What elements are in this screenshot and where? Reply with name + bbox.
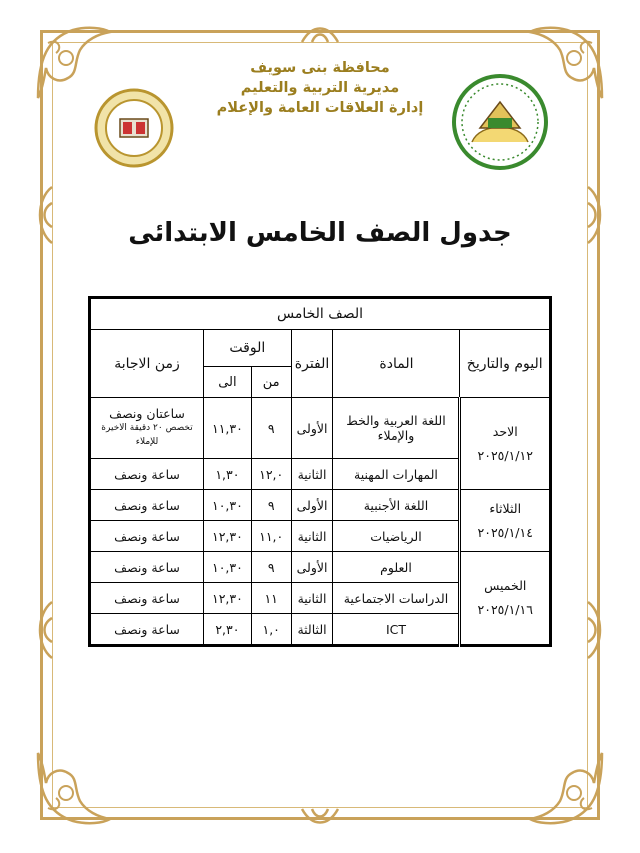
subject-cell: الدراسات الاجتماعية bbox=[333, 583, 460, 614]
period-cell: الثانية bbox=[291, 583, 333, 614]
day-date-cell bbox=[460, 490, 551, 552]
duration-cell: ساعة ونصف bbox=[90, 459, 204, 490]
bottom-ornament-icon bbox=[300, 807, 340, 829]
day-date: ٢٠٢٥/١/١٤ bbox=[477, 524, 533, 540]
governorate-name: محافظة بنى سويف bbox=[250, 60, 390, 76]
header-subject: المادة bbox=[333, 330, 460, 398]
period-cell: الأولى bbox=[291, 398, 333, 459]
corner-ornament-icon bbox=[522, 743, 612, 833]
subject-cell: المهارات المهنية bbox=[333, 459, 460, 490]
header-from: من bbox=[251, 367, 291, 398]
side-ornament-icon bbox=[32, 600, 58, 660]
day-date-cell bbox=[460, 398, 551, 490]
table-row bbox=[90, 490, 551, 521]
day-date: ٢٠٢٥/١/١٢ bbox=[477, 447, 533, 463]
day-name: الاحد bbox=[492, 423, 518, 439]
schedule-table-container bbox=[88, 296, 552, 696]
period-cell: الأولى bbox=[291, 490, 333, 521]
from-cell: ٩ bbox=[251, 552, 291, 583]
duration-cell bbox=[90, 398, 204, 459]
duration-cell: ساعة ونصف bbox=[90, 490, 204, 521]
duration-cell: ساعة ونصف bbox=[90, 552, 204, 583]
side-ornament-icon bbox=[582, 185, 608, 245]
period-cell: الثانية bbox=[291, 521, 333, 552]
table-row bbox=[90, 552, 551, 583]
table-row bbox=[90, 398, 551, 459]
to-cell: ١٢,٣٠ bbox=[204, 583, 252, 614]
period-cell: الثانية bbox=[291, 459, 333, 490]
duration-cell: ساعة ونصف bbox=[90, 521, 204, 552]
from-cell: ١٢,٠ bbox=[251, 459, 291, 490]
duration-cell: ساعة ونصف bbox=[90, 614, 204, 646]
media-department-logo-icon bbox=[94, 88, 174, 168]
duration-text: ساعتان ونصف bbox=[109, 406, 185, 421]
day-name: الثلاثاء bbox=[489, 500, 522, 516]
header-time: الوقت bbox=[204, 330, 292, 367]
header-period: الفترة bbox=[291, 330, 333, 398]
department-name: إدارة العلاقات العامة والإعلام bbox=[216, 100, 424, 116]
side-ornament-icon bbox=[582, 600, 608, 660]
period-cell: الثالثة bbox=[291, 614, 333, 646]
day-name: الخميس bbox=[484, 578, 527, 593]
header-to: الى bbox=[204, 367, 252, 398]
from-cell: ١,٠ bbox=[251, 614, 291, 646]
from-cell: ١١,٠ bbox=[251, 521, 291, 552]
subject-cell: ICT bbox=[333, 614, 460, 646]
from-cell: ٩ bbox=[251, 490, 291, 521]
to-cell: ١٠,٣٠ bbox=[204, 552, 252, 583]
corner-ornament-icon bbox=[28, 743, 118, 833]
directorate-name: مديرية التربية والتعليم bbox=[240, 80, 400, 96]
to-cell: ١٠,٣٠ bbox=[204, 490, 252, 521]
subject-cell: الرياضيات bbox=[333, 521, 460, 552]
education-directorate-logo-icon bbox=[450, 72, 550, 172]
period-cell: الأولى bbox=[291, 552, 333, 583]
header-block bbox=[200, 58, 440, 118]
subject-cell: العلوم bbox=[333, 552, 460, 583]
day-date: ٢٠٢٥/١/١٦ bbox=[477, 602, 533, 617]
schedule-table bbox=[88, 296, 552, 647]
day-date-cell bbox=[460, 552, 551, 646]
from-cell: ١١ bbox=[251, 583, 291, 614]
table-title: الصف الخامس bbox=[90, 298, 551, 330]
side-ornament-icon bbox=[32, 185, 58, 245]
duration-note: تخصص ٢٠ دقيقة الاخيرة للإملاء bbox=[101, 423, 193, 447]
header-day-date: اليوم والتاريخ bbox=[460, 330, 551, 398]
to-cell: ٢,٣٠ bbox=[204, 614, 252, 646]
top-ornament-icon bbox=[300, 22, 340, 44]
subject-cell: اللغة الأجنبية bbox=[333, 490, 460, 521]
to-cell: ١٢,٣٠ bbox=[204, 521, 252, 552]
to-cell: ١١,٣٠ bbox=[204, 398, 252, 459]
subject-cell: اللغة العربية والخط والإملاء bbox=[333, 398, 460, 459]
from-cell: ٩ bbox=[251, 398, 291, 459]
duration-cell: ساعة ونصف bbox=[90, 583, 204, 614]
header-duration: زمن الاجابة bbox=[90, 330, 204, 398]
page-title: جدول الصف الخامس الابتدائى bbox=[128, 218, 512, 248]
to-cell: ١,٣٠ bbox=[204, 459, 252, 490]
